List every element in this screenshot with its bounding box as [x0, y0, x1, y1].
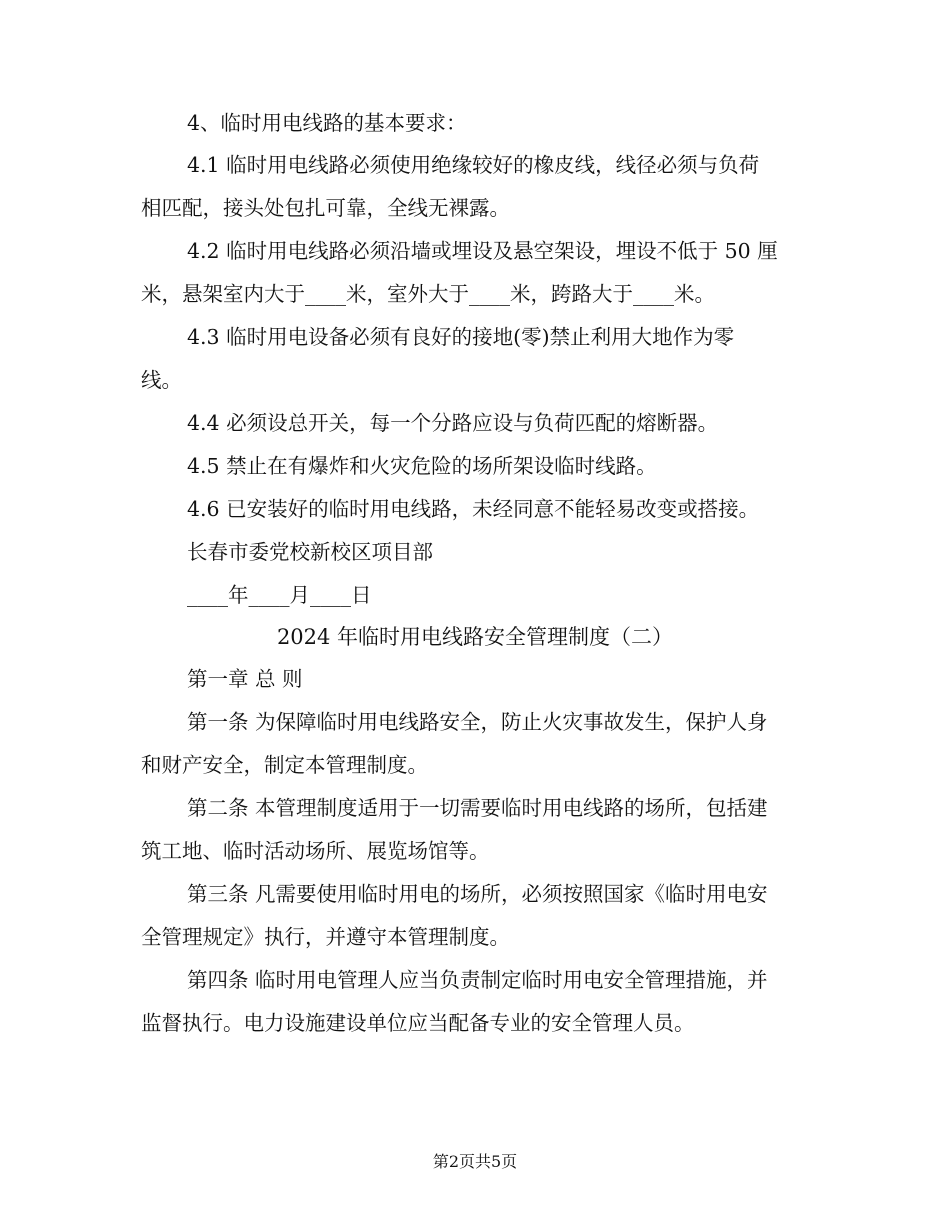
paragraph-line: 4.1 临时用电线路必须使用绝缘较好的橡皮线，线径必须与负荷	[187, 153, 760, 177]
paragraph-line: 相匹配，接头处包扎可靠，全线无裸露。	[141, 196, 510, 220]
paragraph-line: 4.3 临时用电设备必须有良好的接地(零)禁止利用大地作为零	[187, 325, 735, 349]
paragraph-line: 4.2 临时用电线路必须沿墙或埋设及悬空架设，埋设不低于 50 厘	[187, 239, 778, 263]
signature-org: 长春市委党校新校区项目部	[187, 540, 433, 564]
chapter-heading: 第一章 总 则	[187, 667, 303, 691]
document-title: 2024 年临时用电线路安全管理制度（二）	[276, 625, 674, 649]
signature-date: ____年____月____日	[187, 583, 372, 607]
article-line: 第三条 凡需要使用临时用电的场所，必须按照国家《临时用电安	[187, 882, 768, 906]
article-line: 第一条 为保障临时用电线路安全，防止火灾事故发生，保护人身	[187, 710, 768, 734]
article-line: 第四条 临时用电管理人应当负责制定临时用电安全管理措施，并	[187, 968, 768, 992]
article-line: 第二条 本管理制度适用于一切需要临时用电线路的场所，包括建	[187, 796, 768, 820]
section-heading: 4、临时用电线路的基本要求：	[187, 111, 467, 135]
page-number-footer: 第2页共5页	[432, 1152, 518, 1171]
article-line: 全管理规定》执行，并遵守本管理制度。	[141, 925, 510, 949]
paragraph-line: 线。	[141, 368, 182, 392]
paragraph-line: 4.4 必须设总开关，每一个分路应设与负荷匹配的熔断器。	[187, 411, 719, 435]
paragraph-line: 米，悬架室内大于____米，室外大于____米，跨路大于____米。	[141, 282, 715, 306]
paragraph-line: 4.5 禁止在有爆炸和火灾危险的场所架设临时线路。	[187, 454, 657, 478]
paragraph-line: 4.6 已安装好的临时用电线路，未经同意不能轻易改变或搭接。	[187, 497, 760, 521]
article-line: 监督执行。电力设施建设单位应当配备专业的安全管理人员。	[141, 1011, 695, 1035]
article-line: 筑工地、临时活动场所、展览场馆等。	[141, 839, 490, 863]
article-line: 和财产安全，制定本管理制度。	[141, 753, 428, 777]
